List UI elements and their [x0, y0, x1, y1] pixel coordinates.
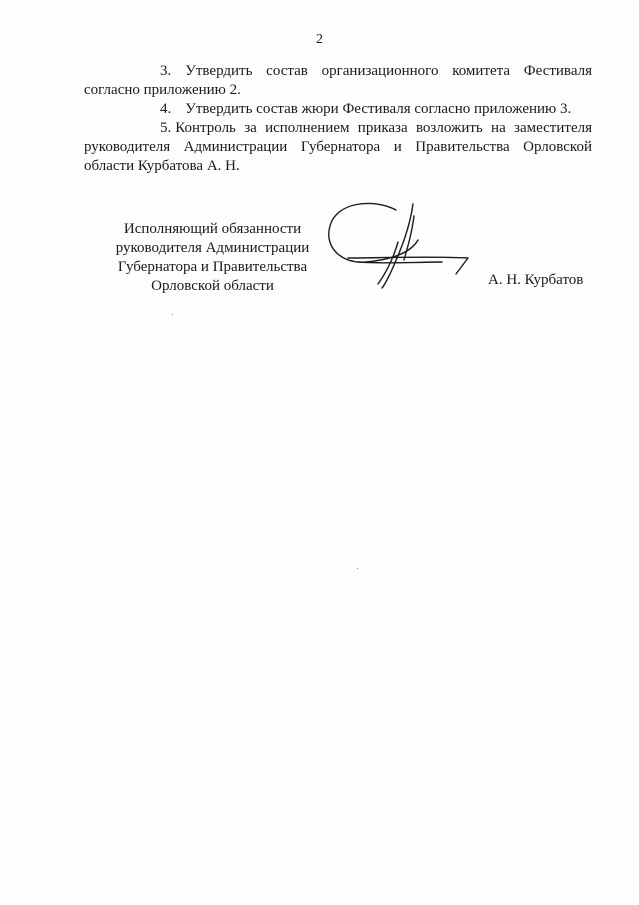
scan-speck [172, 314, 173, 315]
paragraph-number: 5. [160, 120, 172, 136]
page-number: 2 [316, 32, 323, 47]
position-line: руководителя Администрации [115, 240, 310, 256]
signature-loop [329, 203, 418, 262]
signer-name: А. Н. Курбатов [488, 272, 584, 288]
paragraph-text: Утвердить состав организационного комитета Фестиваля согласно приложению 2. [84, 63, 592, 98]
scan-speck [357, 568, 358, 569]
paragraph-text: Контроль за исполнением приказа возложить на заместителя руководителя Администрации Губернатора и Правительства Орловской области Курбатова А. Н. [84, 120, 592, 174]
signature-underline [358, 262, 442, 263]
signature-tail [348, 257, 468, 274]
paragraph-text: Утвердить состав жюри Фестиваля согласно приложению 3. [185, 101, 572, 117]
position-line: Орловской области [151, 278, 274, 294]
document-body [84, 62, 592, 176]
position-line: Исполняющий обязанности [123, 221, 302, 237]
signature-strokes [329, 203, 468, 288]
signatory-position [100, 220, 325, 296]
paragraph-number: 4. [160, 101, 172, 117]
position-line: Губернатора и Правительства [117, 259, 308, 275]
paragraph-3 [84, 62, 592, 100]
paragraph-5 [84, 119, 592, 176]
paragraph-number: 3. [160, 63, 172, 79]
handwritten-signature [318, 196, 478, 296]
paragraph-4 [84, 100, 592, 119]
